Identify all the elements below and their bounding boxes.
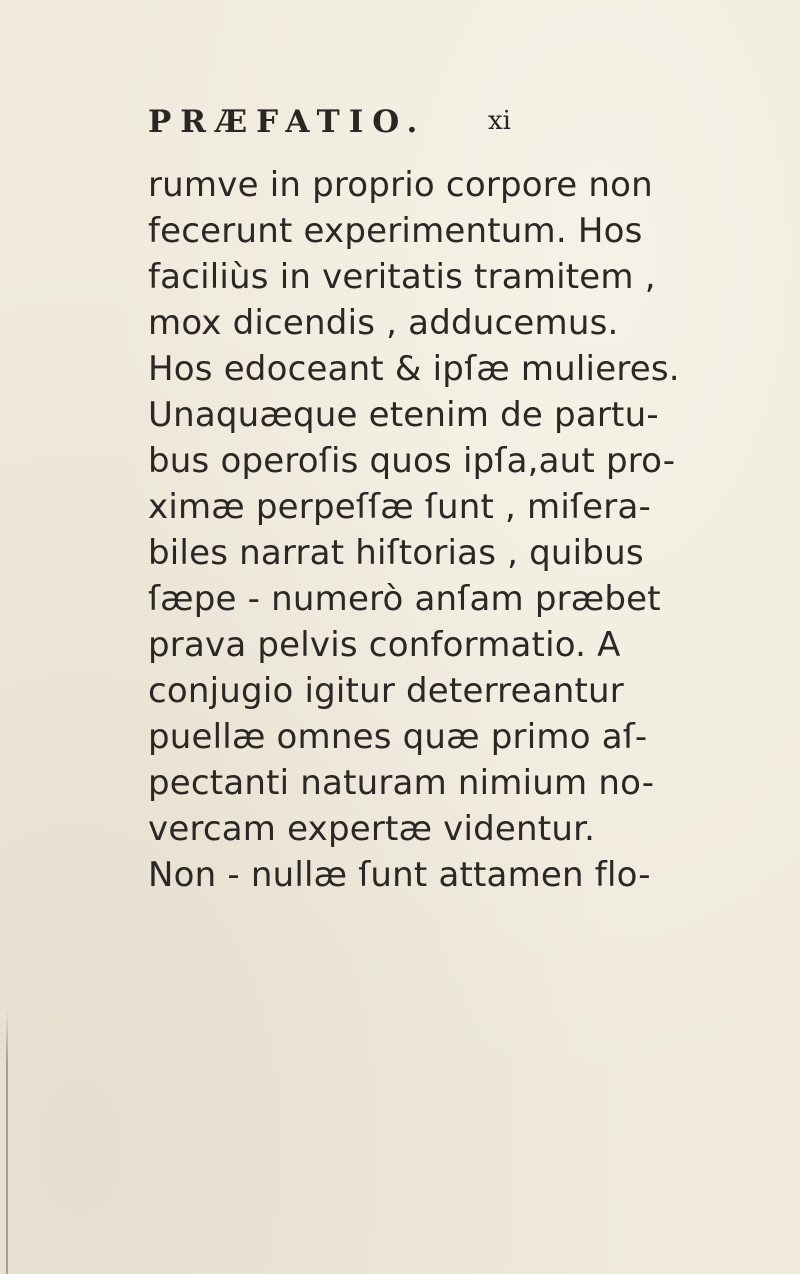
running-title: PRÆFATIO. (148, 104, 427, 140)
text-line: pectanti naturam nimium no- (148, 763, 655, 803)
page-header (148, 104, 528, 148)
text-line: bus operoſis quos ipſa,aut pro- (148, 441, 676, 481)
page-number: xi (488, 106, 511, 136)
text-line: mox dicendis , adducemus. (148, 303, 619, 343)
text-line: faciliùs in veritatis tramitem , (148, 257, 656, 297)
text-line: vercam expertæ videntur. (148, 809, 596, 849)
text-line: conjugio igitur deterreantur (148, 671, 624, 711)
body-text (148, 162, 680, 898)
text-line: Non - nullæ ſunt attamen flo- (148, 855, 651, 895)
text-line: ximæ perpeſſæ ſunt , miſera- (148, 487, 651, 527)
text-line: Hos edoceant & ipſæ mulieres. (148, 349, 680, 389)
text-line: rumve in proprio corpore non (148, 165, 653, 205)
text-line: prava pelvis conformatio. A (148, 625, 621, 665)
text-line: puellæ omnes quæ primo aſ- (148, 717, 648, 757)
text-line: biles narrat hiſtorias , quibus (148, 533, 644, 573)
text-line: fecerunt experimentum. Hos (148, 211, 643, 251)
text-line: ſæpe - numerò anſam præbet (148, 579, 661, 619)
page-gutter-shadow (6, 1010, 8, 1274)
text-line: Unaquæque etenim de partu- (148, 395, 659, 435)
